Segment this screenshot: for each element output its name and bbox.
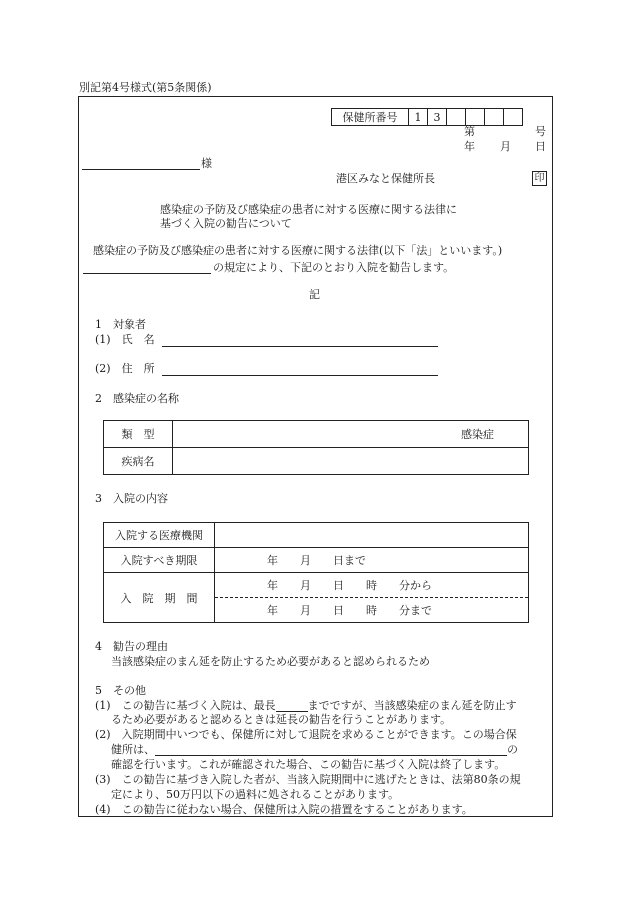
recipient-sama: 様	[201, 157, 212, 170]
intro-line-2: の規定により、下記のとおり入院を勧告します。	[213, 261, 455, 274]
max-period-line[interactable]	[276, 699, 308, 712]
disease-type-label: 類 型	[104, 421, 173, 448]
law-article-line[interactable]	[83, 261, 211, 274]
hc-digit-1: 1	[409, 109, 428, 126]
hc-digit-6	[504, 109, 523, 126]
subject-address-line[interactable]	[162, 363, 438, 376]
title-line-2: 基づく入院の勧告について	[160, 217, 292, 230]
other-item-1a-rest: までですが、当該感染症のまん延を防止す	[307, 699, 517, 712]
other-item-2b-text: 健所は、	[111, 743, 155, 756]
section-1-heading: 1 対象者	[95, 318, 146, 331]
hc-digit-3	[447, 109, 466, 126]
doc-number-go: 号	[535, 125, 546, 138]
intro-line-1: 感染症の予防及び感染症の患者に対する医療に関する法律(以下「法」といいます。)	[93, 244, 503, 257]
recipient-line[interactable]	[82, 157, 200, 170]
hc-digit-2: 3	[428, 109, 447, 126]
hc-digit-5	[485, 109, 504, 126]
ki-heading: 記	[309, 288, 320, 301]
other-item-1a	[95, 699, 517, 712]
hc-number-table	[331, 108, 523, 126]
date-day: 日	[535, 140, 546, 153]
section-5-heading: 5 その他	[95, 684, 146, 697]
doc-number-dai: 第	[464, 125, 475, 138]
period-from[interactable]: 年 月 日 時 分から	[215, 573, 529, 598]
date-year: 年	[464, 140, 475, 153]
other-item-2b-suffix: の	[507, 743, 518, 756]
other-item-1a-text: (1) この勧告に基づく入院は、最長	[95, 699, 276, 712]
seal-mark: 印	[532, 171, 547, 186]
disease-name-label: 疾病名	[104, 448, 173, 475]
subject-address-label: (2) 住 所	[95, 362, 155, 375]
disease-table	[103, 420, 529, 475]
period-label: 入 院 期 間	[104, 573, 215, 623]
condition-line[interactable]	[155, 743, 507, 756]
facility-cell[interactable]	[215, 523, 529, 548]
deadline-value[interactable]: 年 月 日まで	[215, 548, 529, 573]
disease-type-suffix: 感染症	[461, 428, 494, 441]
period-to[interactable]: 年 月 日 時 分まで	[215, 598, 529, 623]
recommendation-reason: 当該感染症のまん延を防止するため必要があると認められるため	[111, 655, 430, 668]
section-2-heading: 2 感染症の名称	[95, 392, 179, 405]
hc-digit-4	[466, 109, 485, 126]
deadline-label: 入院すべき期限	[104, 548, 215, 573]
admission-table	[103, 522, 529, 623]
disease-type-cell[interactable]	[173, 421, 529, 448]
other-item-2c: 確認を行います。これが確認された場合、この勧告に基づく入院は終了します。	[111, 758, 506, 771]
section-4-heading: 4 勧告の理由	[95, 640, 168, 653]
section-3-heading: 3 入院の内容	[95, 492, 168, 505]
issuer-name: 港区みなと保健所長	[336, 172, 435, 185]
subject-name-label: (1) 氏 名	[95, 333, 155, 346]
disease-name-cell[interactable]	[173, 448, 529, 475]
date-month: 月	[500, 140, 511, 153]
facility-label: 入院する医療機関	[104, 523, 215, 548]
other-item-3b: 定により、50万円以下の過料に処されることがあります。	[111, 788, 400, 801]
other-item-2b	[111, 743, 518, 756]
form-label: 別記第4号様式(第5条関係)	[79, 81, 212, 94]
hc-number-label: 保健所番号	[332, 109, 409, 126]
title-line-1: 感染症の予防及び感染症の患者に対する医療に関する法律に	[160, 203, 457, 216]
other-item-3a: (3) この勧告に基づき入院した者が、当該入院期間中に逃げたときは、法第80条の規	[95, 773, 521, 786]
other-item-2a: (2) 入院期間中いつでも、保健所に対して退院を求めることができます。この場合保	[95, 728, 517, 741]
other-item-1b: るため必要があると認めるときは延長の勧告を行うことがあります。	[111, 713, 452, 726]
other-item-4: (4) この勧告に従わない場合、保健所は入院の措置をすることがあります。	[95, 803, 473, 816]
subject-name-line[interactable]	[162, 334, 438, 347]
